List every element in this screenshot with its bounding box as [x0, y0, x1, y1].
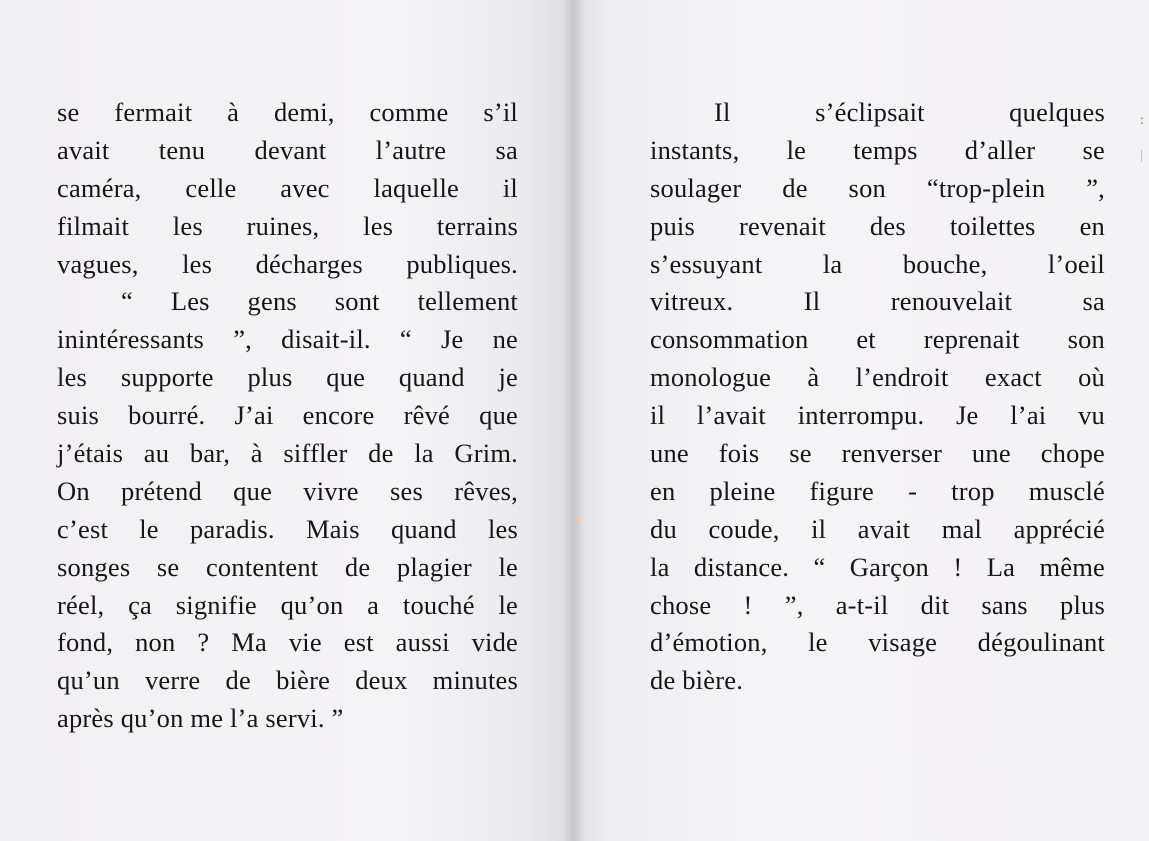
- text-line: “ Les gens sont tellement: [121, 286, 518, 317]
- text-line: j’étais au bar, à siffler de la Grim.: [57, 438, 518, 469]
- text-line: On prétend que vivre ses rêves,: [57, 475, 518, 506]
- text-line: de bière.: [650, 665, 744, 696]
- text-line: une fois se renverser une chope: [650, 438, 1105, 469]
- text-line: s’essuyant la bouche, l’oeil: [650, 248, 1105, 279]
- left-page-text: [57, 94, 518, 738]
- right-page-text: [650, 94, 1105, 700]
- page-edge-mark: :: [1140, 113, 1144, 128]
- text-line: Il s’éclipsait quelques: [714, 97, 1105, 127]
- text-line: songes se contentent de plagier le: [57, 551, 518, 582]
- text-line: soulager de son “trop-plein ”,: [650, 172, 1105, 203]
- text-line: suis bourré. J’ai encore rêvé que: [57, 400, 518, 431]
- text-line: avait tenu devant l’autre sa: [57, 134, 518, 165]
- text-line: vitreux. Il renouvelait sa: [650, 286, 1105, 317]
- text-line: qu’un verre de bière deux minutes: [57, 665, 518, 696]
- page-edge-mark: |: [1140, 148, 1143, 163]
- text-line: inintéressants ”, disait-il. “ Je ne: [57, 324, 518, 355]
- text-line: instants, le temps d’aller se: [650, 134, 1105, 165]
- gutter-mark: [576, 516, 579, 526]
- text-line: vagues, les décharges publiques.: [57, 248, 518, 279]
- text-line: en pleine figure - trop musclé: [650, 475, 1105, 506]
- text-line: après qu’on me l’a servi. ”: [57, 703, 344, 734]
- text-line: filmait les ruines, les terrains: [57, 210, 518, 241]
- text-line: réel, ça signifie qu’on a touché le: [57, 589, 518, 620]
- text-line: il l’avait interrompu. Je l’ai vu: [650, 400, 1105, 431]
- text-line: consommation et reprenait son: [650, 324, 1105, 355]
- book-gutter: [562, 0, 584, 841]
- text-line: d’émotion, le visage dégoulinant: [650, 627, 1105, 658]
- text-line: c’est le paradis. Mais quand les: [57, 513, 518, 544]
- text-line: fond, non ? Ma vie est aussi vide: [57, 627, 518, 658]
- text-line: la distance. “ Garçon ! La même: [650, 551, 1105, 582]
- text-line: monologue à l’endroit exact où: [650, 362, 1105, 393]
- text-line: chose ! ”, a-t-il dit sans plus: [650, 589, 1105, 620]
- text-line: du coude, il avait mal apprécié: [650, 513, 1105, 544]
- text-line: puis revenait des toilettes en: [650, 210, 1105, 241]
- text-line: les supporte plus que quand je: [57, 362, 518, 393]
- text-line: se fermait à demi, comme s’il: [57, 97, 518, 127]
- text-line: caméra, celle avec laquelle il: [57, 172, 518, 203]
